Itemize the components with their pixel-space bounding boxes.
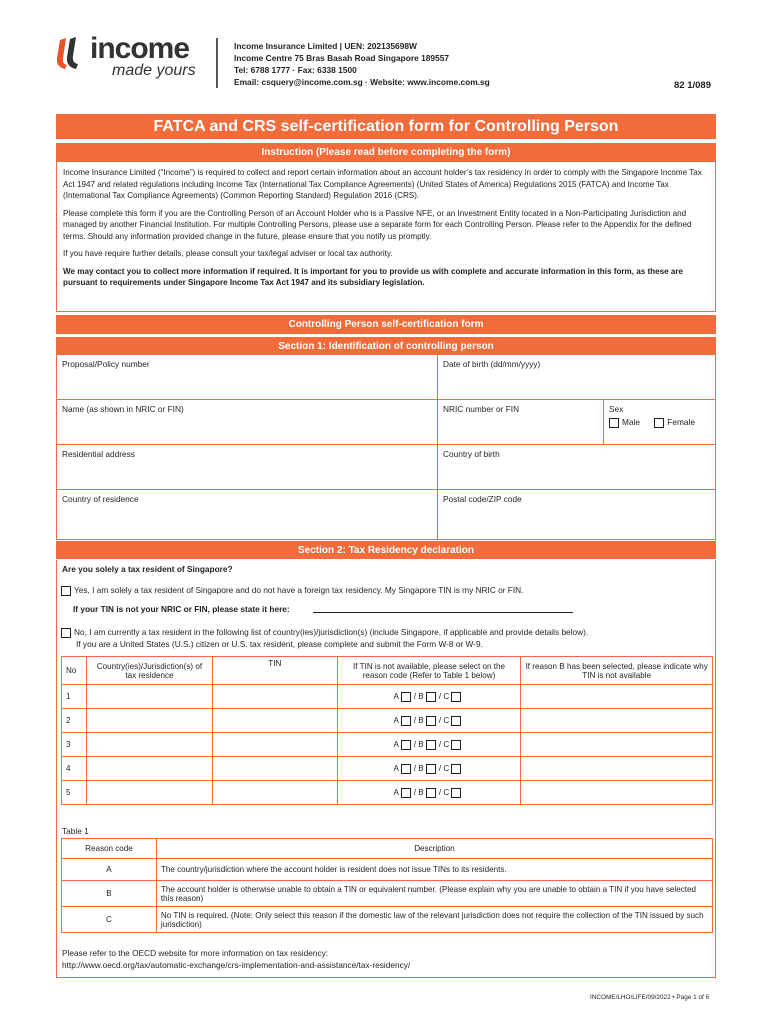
reason-b-checkbox[interactable]: [426, 716, 436, 726]
section2-panel: [56, 560, 716, 978]
no-option: [61, 627, 588, 638]
tin-cell[interactable]: [212, 757, 337, 781]
section1-panel: [56, 355, 716, 540]
no-checkbox[interactable]: [61, 628, 71, 638]
col-header-tin: TIN: [212, 657, 337, 685]
instruction-paragraph: Please complete this form if you are the Controlling Person of an Account Holder who is a Passive NFE, or an Investment Entity located in a Non-Participating Jurisdiction and managed by another Financial Institution. For multiple Controlling Persons, please use a separate form for each Controlling Person. Please refer to the Appendix for the defined terms. Should any information provided change in the future, please ensure that you notify us promptly.: [63, 208, 692, 241]
tin-prompt: If your TIN is not your NRIC or FIN, please state it here:: [73, 604, 290, 614]
reason-code-cell: A / B / C: [337, 709, 521, 733]
table-row: [62, 709, 713, 733]
reason-code-cell: A / B / C: [337, 685, 521, 709]
reason-code: C: [62, 907, 157, 933]
field-label: Country of residence: [62, 494, 139, 504]
reason-code-table: [61, 838, 713, 933]
reason-a-checkbox[interactable]: [401, 716, 411, 726]
field-label: Sex: [609, 404, 624, 414]
oecd-link[interactable]: http://www.oecd.org/tax/automatic-exchange/crs-implementation-and-assistance/tax-residency/: [62, 959, 411, 970]
row-number: 1: [62, 685, 87, 709]
reason-code: A: [62, 859, 157, 881]
reason-desc: The account holder is otherwise unable to obtain a TIN or equivalent number. (Please explain why you are unable to obtain a TIN if you have selected this reason): [156, 881, 712, 907]
reason-a-checkbox[interactable]: [401, 692, 411, 702]
col-header-no: No: [62, 657, 87, 685]
reason-desc: No TIN is required. (Note: Only select this reason if the domestic law of the relevant jurisdiction does not require the collection of the TIN issued by such jurisdiction): [156, 907, 712, 933]
instruction-paragraph: Income Insurance Limited (“Income”) is required to collect and report certain information about an account holder’s tax residency in order to comply with the Singapore Income Tax Act 1947 and related regulations including Income Tax (International Tax Compliance Agreements) (United States of America) Regulations 2015 (FATCA) and Income Tax (International Tax Compliance Agreements) (Common Reporting Standard) Regulation 2016 (CRS).: [63, 168, 702, 200]
table-row: [62, 781, 713, 805]
col-header-country: Country(ies)/Jurisdiction(s) of tax residence: [86, 657, 212, 685]
country-birth-field[interactable]: [438, 445, 715, 489]
header-divider: [216, 38, 218, 88]
dob-field[interactable]: [438, 355, 715, 399]
reason-b-checkbox[interactable]: [426, 692, 436, 702]
logo-wordmark: income: [90, 32, 190, 65]
instruction-paragraph-bold: We may contact you to collect more information if required. It is important for you to provide us with complete and accurate information in this form, as these are pursuant to requirements under Singapore Income Tax Act 1947 and its subsidiary legislation.: [63, 266, 684, 287]
tin-cell[interactable]: [212, 733, 337, 757]
reason-desc: The country/jurisdiction where the account holder is resident does not issue TINs to its residents.: [156, 859, 712, 881]
table-row: [62, 757, 713, 781]
row-number: 2: [62, 709, 87, 733]
reason-b-checkbox[interactable]: [426, 788, 436, 798]
reason-a-checkbox[interactable]: [401, 788, 411, 798]
country-cell[interactable]: [86, 733, 212, 757]
col-header-code: Reason code: [62, 839, 157, 859]
field-label: Postal code/ZIP code: [443, 494, 522, 504]
reason-code-cell: A / B / C: [337, 781, 521, 805]
reason-c-checkbox[interactable]: [451, 716, 461, 726]
explain-cell[interactable]: [521, 685, 713, 709]
section2-heading: Section 2: Tax Residency declaration: [56, 540, 716, 559]
country-cell[interactable]: [86, 781, 212, 805]
oecd-note: [62, 948, 410, 971]
reason-b-checkbox[interactable]: [426, 764, 436, 774]
explain-cell[interactable]: [521, 757, 713, 781]
table-row: [62, 907, 713, 933]
instruction-heading: Instruction (Please read before completing the form): [56, 142, 716, 161]
table-row: [62, 685, 713, 709]
explain-cell[interactable]: [521, 781, 713, 805]
country-cell[interactable]: [86, 757, 212, 781]
female-label: Female: [667, 417, 695, 427]
row-number: 3: [62, 733, 87, 757]
col-header-desc: Description: [156, 839, 712, 859]
company-info: [234, 40, 490, 88]
tax-residency-table: [61, 656, 713, 805]
reason-c-checkbox[interactable]: [451, 740, 461, 750]
postal-code-field[interactable]: [438, 490, 715, 534]
sex-field: [604, 400, 715, 444]
table-row: [62, 733, 713, 757]
reason-c-checkbox[interactable]: [451, 692, 461, 702]
form-title: FATCA and CRS self-certification form for Controlling Person: [56, 114, 716, 139]
company-address: Income Centre 75 Bras Basah Road Singapore 189557: [234, 53, 450, 63]
table-row: [62, 859, 713, 881]
field-label: NRIC number or FIN: [443, 404, 520, 414]
reason-b-checkbox[interactable]: [426, 740, 436, 750]
male-checkbox[interactable]: [609, 418, 619, 428]
reason-code-cell: A / B / C: [337, 733, 521, 757]
row-number: 5: [62, 781, 87, 805]
page-footer: INCOME/LHO/LIFE/09/2022 • Page 1 of 6: [590, 994, 710, 1001]
reason-code-cell: A / B / C: [337, 757, 521, 781]
table1-caption: Table 1: [62, 826, 89, 836]
field-label: Country of birth: [443, 449, 500, 459]
female-checkbox[interactable]: [654, 418, 664, 428]
tin-cell[interactable]: [212, 781, 337, 805]
reason-a-checkbox[interactable]: [401, 764, 411, 774]
page-header: [0, 0, 770, 110]
no-label: No, I am currently a tax resident in the following list of country(ies)/jurisdiction(s) (include Singapore, if applicable and provide details below).: [74, 627, 589, 637]
instruction-panel: [56, 161, 716, 312]
us-note: If you are a United States (U.S.) citizen or U.S. tax resident, please complete and submit the Form W-8 or W-9.: [76, 639, 483, 649]
reason-c-checkbox[interactable]: [451, 764, 461, 774]
policy-number-field[interactable]: [57, 355, 437, 399]
field-label: Name (as shown in NRIC or FIN): [62, 404, 184, 414]
logo-tagline: made yours: [112, 62, 196, 79]
section1-heading: Section 1: Identification of controlling person: [56, 336, 716, 355]
reason-c-checkbox[interactable]: [451, 788, 461, 798]
male-label: Male: [622, 417, 640, 427]
col-header-explain: If reason B has been selected, please indicate why TIN is not available: [521, 657, 713, 685]
tin-entry-line[interactable]: [313, 612, 573, 613]
yes-option: [61, 585, 523, 596]
field-label: Date of birth (dd/mm/yyyy): [443, 359, 541, 369]
field-label: Residential address: [62, 449, 135, 459]
form-heading: Controlling Person self-certification form: [56, 315, 716, 334]
oecd-text: Please refer to the OECD website for more information on tax residency:: [62, 948, 329, 958]
table-row: [62, 881, 713, 907]
yes-label: Yes, I am solely a tax resident of Singapore and do not have a foreign tax residency. My Singapore TIN is my NRIC or FIN.: [74, 585, 524, 595]
field-label: Proposal/Policy number: [62, 359, 150, 369]
yes-checkbox[interactable]: [61, 586, 71, 596]
tin-cell[interactable]: [212, 685, 337, 709]
explain-cell[interactable]: [521, 733, 713, 757]
country-residence-field[interactable]: [57, 490, 437, 534]
tin-cell[interactable]: [212, 709, 337, 733]
income-logo-mark-icon: [56, 36, 86, 70]
reason-a-checkbox[interactable]: [401, 740, 411, 750]
country-cell[interactable]: [86, 709, 212, 733]
address-field[interactable]: [57, 445, 437, 489]
row-number: 4: [62, 757, 87, 781]
explain-cell[interactable]: [521, 709, 713, 733]
company-phone: Tel: 6788 1777 · Fax: 6338 1500: [234, 65, 357, 75]
country-cell[interactable]: [86, 685, 212, 709]
col-header-reason: If TIN is not available, please select on the reason code (Refer to Table 1 below): [337, 657, 521, 685]
company-line: Income Insurance Limited | UEN: 202135698W: [234, 41, 417, 51]
instruction-paragraph: If you have require further details, please consult your tax/legal adviser or local tax authority.: [63, 249, 393, 258]
reason-code: B: [62, 881, 157, 907]
tax-residency-question: Are you solely a tax resident of Singapore?: [62, 564, 233, 574]
name-field[interactable]: [57, 400, 437, 444]
company-contact: Email: csquery@income.com.sg · Website: www.income.com.sg: [234, 77, 490, 87]
form-number: 82 1/089: [674, 80, 711, 91]
nric-field[interactable]: [438, 400, 603, 444]
